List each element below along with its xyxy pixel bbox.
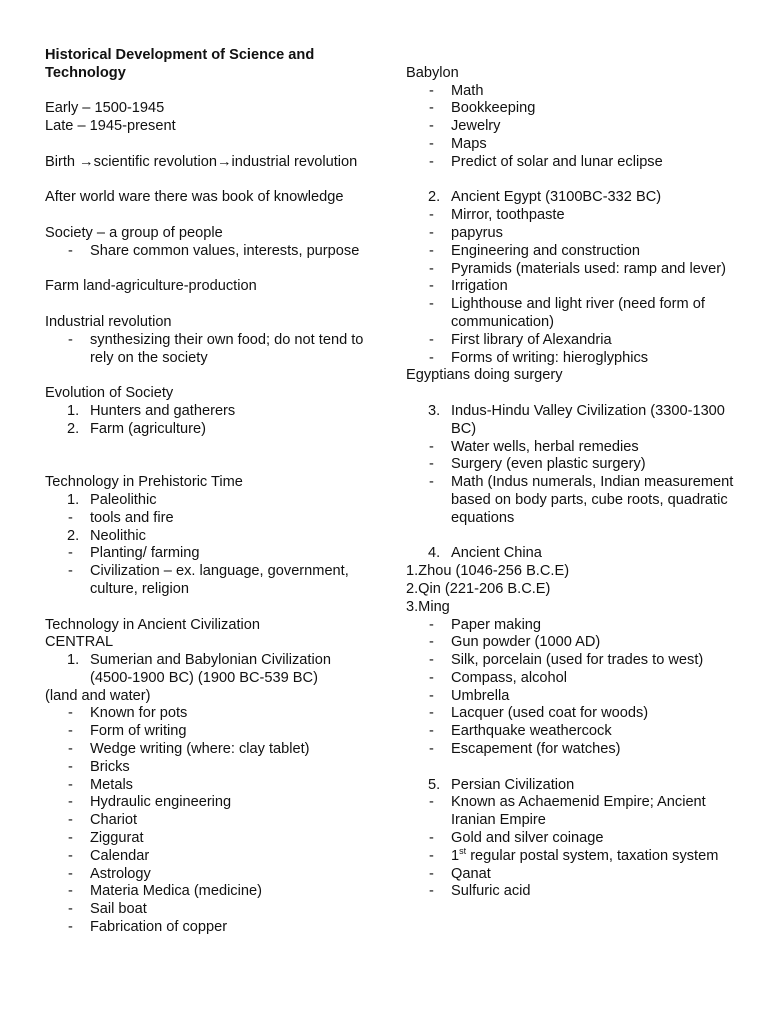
text-line: Society – a group of people [45, 224, 223, 241]
item-text: Math (Indus numerals, Indian measurement based on body parts, cube roots, quadratic equations [451, 474, 734, 526]
item-text: papyrus [451, 224, 503, 241]
bullet-item [406, 118, 736, 136]
numbered-item [45, 528, 375, 546]
bullet-item [406, 207, 736, 225]
spacer [45, 207, 375, 225]
dash-marker: - [429, 296, 434, 313]
dash-marker: - [429, 456, 434, 473]
item-text: Escapement (for watches) [451, 741, 621, 758]
item-text: Earthquake weathercock [451, 723, 612, 740]
dash-marker: - [429, 794, 434, 811]
dash-marker: - [68, 865, 73, 882]
dash-marker: - [68, 705, 73, 722]
item-text: Metals [90, 776, 133, 793]
dash-marker: - [429, 634, 434, 651]
bullet-item [406, 439, 736, 457]
item-text: Wedge writing (where: clay tablet) [90, 741, 310, 758]
bullet-item [406, 100, 736, 118]
text-line: 1.Zhou (1046-256 B.C.E) [406, 563, 570, 580]
bullet-item [406, 617, 736, 635]
numbered-item [45, 421, 375, 439]
dash-marker: - [68, 830, 73, 847]
bullet-item [406, 848, 736, 866]
spacer [406, 759, 736, 777]
spacer [45, 367, 375, 385]
item-text: Paper making [451, 616, 542, 633]
dash-marker: - [429, 723, 434, 740]
text-line: CENTRAL [45, 634, 114, 651]
item-text: Hydraulic engineering [90, 794, 232, 811]
number-marker: 2. [428, 189, 441, 206]
bullet-item [406, 723, 736, 741]
dash-marker: - [429, 865, 434, 882]
item-text: Umbrella [451, 687, 510, 704]
dash-marker: - [429, 260, 434, 277]
item-text: Compass, alcohol [451, 669, 567, 686]
bullet-item [406, 154, 736, 172]
bullet-item [406, 456, 736, 474]
item-text: Silk, porcelain (used for trades to west) [451, 652, 704, 669]
item-text: synthesizing their own food; do not tend to rely on the society [90, 331, 364, 366]
item-text: Irrigation [451, 278, 508, 295]
dash-marker: - [68, 847, 73, 864]
item-text: Calendar [90, 847, 150, 864]
dash-marker: - [429, 207, 434, 224]
item-text: Persian Civilization [451, 776, 575, 793]
text-line: Late – 1945-present [45, 118, 176, 135]
item-text: Sulfuric acid [451, 883, 531, 900]
spacer [45, 599, 375, 617]
item-text: Paleolithic [90, 491, 157, 508]
number-marker: 3. [428, 402, 441, 419]
dash-marker: - [429, 224, 434, 241]
ordinal-suffix: st [459, 846, 467, 856]
dash-marker: - [429, 438, 434, 455]
dash-marker: - [68, 919, 73, 936]
bullet-item [45, 830, 375, 848]
dash-marker: - [68, 545, 73, 562]
dash-marker: - [68, 242, 73, 259]
dash-marker: - [429, 669, 434, 686]
item-text: Hunters and gatherers [90, 402, 236, 419]
numbered-item [45, 652, 375, 688]
spacer [45, 83, 375, 101]
bullet-item [406, 225, 736, 243]
bullet-item [45, 777, 375, 795]
dash-marker: - [429, 687, 434, 704]
item-text: Astrology [90, 865, 151, 882]
item-text: Planting/ farming [90, 545, 200, 562]
item-text: Indus-Hindu Valley Civilization (3300-1300 BC) [451, 402, 725, 437]
item-text: Jewelry [451, 118, 501, 135]
ordinal-number: 1 [451, 847, 460, 864]
dash-marker: - [429, 82, 434, 99]
dash-marker: - [429, 242, 434, 259]
item-text: Bricks [90, 758, 130, 775]
item-text: Maps [451, 135, 487, 152]
bullet-item [406, 474, 736, 527]
bullet-item [406, 794, 736, 830]
dash-marker: - [68, 812, 73, 829]
text-line: Early – 1500-1945 [45, 100, 165, 117]
item-text: Fabrication of copper [90, 919, 228, 936]
bullet-item [406, 830, 736, 848]
number-marker: 1. [67, 652, 80, 669]
dash-marker: - [429, 830, 434, 847]
text-line: After world ware there was book of knowledge [45, 189, 344, 206]
bullet-item [406, 741, 736, 759]
item-text: Form of writing [90, 723, 187, 740]
item-text: Sail boat [90, 901, 147, 918]
bullet-item [45, 243, 375, 261]
bullet-item [45, 812, 375, 830]
item-text: Lighthouse and light river (need form of communication) [451, 296, 705, 330]
dash-marker: - [68, 794, 73, 811]
bullet-item [406, 296, 736, 332]
notes-column-right [406, 47, 736, 901]
item-text: Ancient Egypt (3100BC-332 BC) [451, 189, 662, 206]
dash-marker: - [68, 776, 73, 793]
bullet-item [45, 901, 375, 919]
text-line: Industrial revolution [45, 313, 172, 330]
numbered-item [45, 492, 375, 510]
number-marker: 4. [428, 545, 441, 562]
dash-marker: - [68, 509, 73, 526]
bullet-item [406, 350, 736, 368]
numbered-item [406, 403, 736, 439]
dash-marker: - [68, 563, 73, 580]
bullet-item [45, 794, 375, 812]
item-text: Engineering and construction [451, 242, 641, 259]
dash-marker: - [429, 100, 434, 117]
spacer [406, 528, 736, 546]
bullet-item [406, 670, 736, 688]
spacer [406, 172, 736, 190]
bullet-item [406, 652, 736, 670]
dash-marker: - [429, 331, 434, 348]
dash-marker: - [68, 723, 73, 740]
bullet-item [406, 688, 736, 706]
bullet-item [45, 866, 375, 884]
dash-marker: - [68, 331, 73, 348]
item-text: First library of Alexandria [451, 331, 612, 348]
item-text: Qanat [451, 865, 491, 882]
item-text: Farm (agriculture) [90, 420, 206, 437]
bullet-item [45, 705, 375, 723]
dash-marker: - [429, 883, 434, 900]
item-text: Surgery (even plastic surgery) [451, 456, 646, 473]
spacer [45, 261, 375, 279]
item-text: Neolithic [90, 527, 146, 544]
text-line: 2.Qin (221-206 B.C.E) [406, 580, 551, 597]
dash-marker: - [429, 474, 434, 491]
number-marker: 5. [428, 776, 441, 793]
item-text: Mirror, toothpaste [451, 207, 565, 224]
bullet-item [406, 261, 736, 279]
text-line: (land and water) [45, 687, 151, 704]
bullet-item [45, 723, 375, 741]
dash-marker: - [429, 705, 434, 722]
bullet-item [406, 866, 736, 884]
document-title: Historical Development of Science and Technology [45, 47, 315, 81]
item-text: Pyramids (materials used: ramp and lever) [451, 260, 726, 277]
bullet-item [406, 243, 736, 261]
bullet-item [45, 510, 375, 528]
bullet-item [406, 278, 736, 296]
text-line: Birth →scientific revolution→industrial revolution [45, 153, 358, 170]
number-marker: 1. [67, 491, 80, 508]
text-line: Farm land-agriculture-production [45, 278, 257, 295]
dash-marker: - [429, 652, 434, 669]
item-text: Forms of writing: hieroglyphics [451, 349, 649, 366]
bullet-item [406, 332, 736, 350]
dash-marker: - [68, 758, 73, 775]
dash-marker: - [68, 901, 73, 918]
text-line: Egyptians doing surgery [406, 367, 563, 384]
bullet-item [45, 741, 375, 759]
item-text: Share common values, interests, purpose [90, 242, 360, 259]
dash-marker: - [429, 741, 434, 758]
item-text: Sumerian and Babylonian Civilization (4500-1900 BC) (1900 BC-539 BC) [90, 652, 331, 686]
spacer [45, 439, 375, 475]
dash-marker: - [429, 153, 434, 170]
notes-column-left [45, 47, 375, 937]
item-text: Bookkeeping [451, 100, 536, 117]
numbered-item [406, 189, 736, 207]
item-text: Water wells, herbal remedies [451, 438, 639, 455]
bullet-item [45, 545, 375, 563]
bullet-item [45, 883, 375, 901]
dash-marker: - [68, 741, 73, 758]
item-text: Known for pots [90, 705, 188, 722]
spacer [45, 136, 375, 154]
item-text [451, 848, 736, 866]
dash-marker: - [429, 847, 434, 864]
item-text: Ziggurat [90, 830, 144, 847]
numbered-item [45, 403, 375, 421]
item-text: Civilization – ex. language, government, culture, religion [90, 563, 349, 597]
bullet-item [406, 136, 736, 154]
text-line: Babylon [406, 64, 459, 81]
item-text: Chariot [90, 812, 138, 829]
number-marker: 1. [67, 402, 80, 419]
spacer [406, 47, 736, 65]
bullet-item [406, 634, 736, 652]
bullet-item [406, 83, 736, 101]
spacer [45, 172, 375, 190]
bullet-item [45, 848, 375, 866]
text-line: Technology in Prehistoric Time [45, 474, 243, 491]
dash-marker: - [429, 135, 434, 152]
text-line: Evolution of Society [45, 385, 174, 402]
text-line: Technology in Ancient Civilization [45, 616, 260, 633]
bullet-item [45, 332, 375, 368]
number-marker: 2. [67, 420, 80, 437]
bullet-item [45, 563, 375, 599]
dash-marker: - [429, 349, 434, 366]
item-text: Known as Achaemenid Empire; Ancient Iranian Empire [451, 794, 706, 829]
spacer [406, 385, 736, 403]
item-text: Ancient China [451, 545, 542, 562]
number-marker: 2. [67, 527, 80, 544]
item-text: Materia Medica (medicine) [90, 883, 262, 900]
item-text-rest: regular postal system, taxation system [466, 847, 719, 864]
item-text: Gold and silver coinage [451, 830, 604, 847]
dash-marker: - [429, 118, 434, 135]
item-text: Gun powder (1000 AD) [451, 634, 601, 651]
item-text: Lacquer (used coat for woods) [451, 705, 649, 722]
bullet-item [406, 883, 736, 901]
numbered-item [406, 777, 736, 795]
bullet-item [406, 705, 736, 723]
item-text: Math [451, 82, 484, 99]
text-line: 3.Ming [406, 598, 450, 615]
item-text: tools and fire [90, 509, 174, 526]
dash-marker: - [429, 616, 434, 633]
numbered-item [406, 545, 736, 563]
bullet-item [45, 759, 375, 777]
dash-marker: - [68, 883, 73, 900]
item-text: Predict of solar and lunar eclipse [451, 153, 663, 170]
bullet-item [45, 919, 375, 937]
dash-marker: - [429, 278, 434, 295]
spacer [45, 296, 375, 314]
